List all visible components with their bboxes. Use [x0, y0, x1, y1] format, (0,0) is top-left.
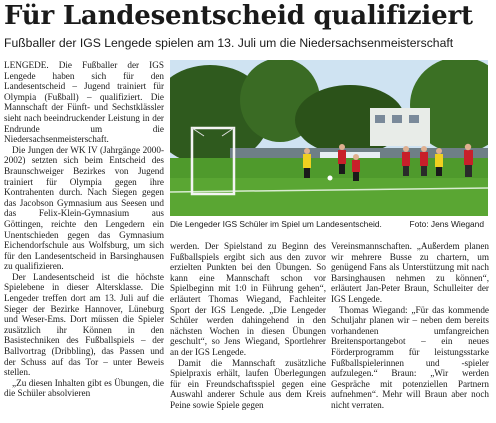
paragraph-5: werden. Der Spielstand zu Beginn des Fußballspiels ergibt sich aus den zuvor erzielten Punkten bei den Übungen. So kann eine Mannschaft schon vor Spielbeginn mit 1:0 in Führung gehen“, erläutert Thomas Wiegand, Fachleiter Sport der IGS Lengede. „Die Lengeder Schüler werden dahingehend in den nächsten Wochen in diesen Übungen geschult“, so Jens Wiegand, Sportlehrer an der IGS Lengede. — [170, 241, 326, 357]
paragraph-1: LENGEDE. Die Fußballer der IGS Lengede haben sich für den Landesentscheid – Jugend trainiert für Olympia (Fußball) – qualifiziert. Die Mannschaft der Fünft- und Sechstklässler sieht nach beeindruckender Leistung in der Endrunde um die Niedersachsenmeisterschaft. — [4, 60, 164, 145]
paragraph-8: Thomas Wiegand: „Für das kommende Schuljahr planen wir – neben dem bereits vorhandenen umfangreichen Breitensportangebot – ein neues Förderprogramm für leistungsstarke Fußballspielerinnen und -spieler aufzulegen.“ Braun: „Wir werden Gespräche mit potenziellen Partnern aufnehmen“. Mehr will Braun aber noch nicht verraten. — [331, 304, 489, 410]
paragraph-3: Der Landesentscheid ist die höchste Spielebene in dieser Altersklasse. Die Lengeder treffen dort am 13. Juli auf die Sieger der Bezirke Hannover, Lüneburg und Weser-Ems. Dort müssen die Spieler zusätzlich ihr Können in den Basistechniken des Fußballspiels – der Ballvortrag (Dribbling), das Passen und der Schuss auf das Tor – unter Beweis stellen. — [4, 271, 164, 378]
article-column-1 — [4, 60, 164, 420]
football-match-illustration — [170, 60, 488, 216]
photo-caption — [170, 219, 490, 230]
paragraph-4: „Zu diesen Inhalten gibt es Übungen, die die Schüler absolvieren — [4, 377, 164, 399]
photo-credit: Foto: Jens Wiegand — [409, 219, 484, 229]
caption-text: Die Lengeder IGS Schüler im Spiel um Landesentscheid. — [170, 219, 382, 229]
article-column-3 — [331, 241, 489, 423]
match-photo — [170, 60, 488, 216]
paragraph-2: Die Jungen der WK IV (Jahrgänge 2000-2002) setzten sich beim Entscheid des Braunschweiger Bezirkes von Jugend trainiert für Olympia gegen ihre Kontrahenten durch. Nach Siegen gegen das Jacobson Gymnasium aus Seesen und das Felix-Klein-Gymnasium aus Göttingen, reichte den Lengedern ein Unentschieden gegen das Gymnasium Eichendorfschule aus Wolfsburg, um sich für den Landesentscheid in Barsinghausen zu qualifizieren. — [4, 144, 164, 272]
article-headline: Für Landesentscheid qualifiziert — [4, 1, 473, 31]
article-column-2 — [170, 241, 326, 423]
paragraph-6: Damit die Mannschaft zusätzliche Spielpraxis erhält, laufen Überlegungen für ein Freundschaftsspiel gegen eine Auswahl anderer Schule aus dem Kreis Peine sowie Spiele gegen — [170, 357, 326, 410]
paragraph-7: Vereinsmannschaften. „Außerdem planen wir mehrere Busse zu chartern, um genügend Fans als Unterstützung mit nach Barsinghausen nehmen zu können“, erläutert Jan-Peter Braun, Schulleiter der IGS Lengede. — [331, 241, 489, 304]
article-subheadline: Fußballer der IGS Lengede spielen am 13. Juli um die Niedersachsenmeisterschaft — [4, 36, 454, 50]
